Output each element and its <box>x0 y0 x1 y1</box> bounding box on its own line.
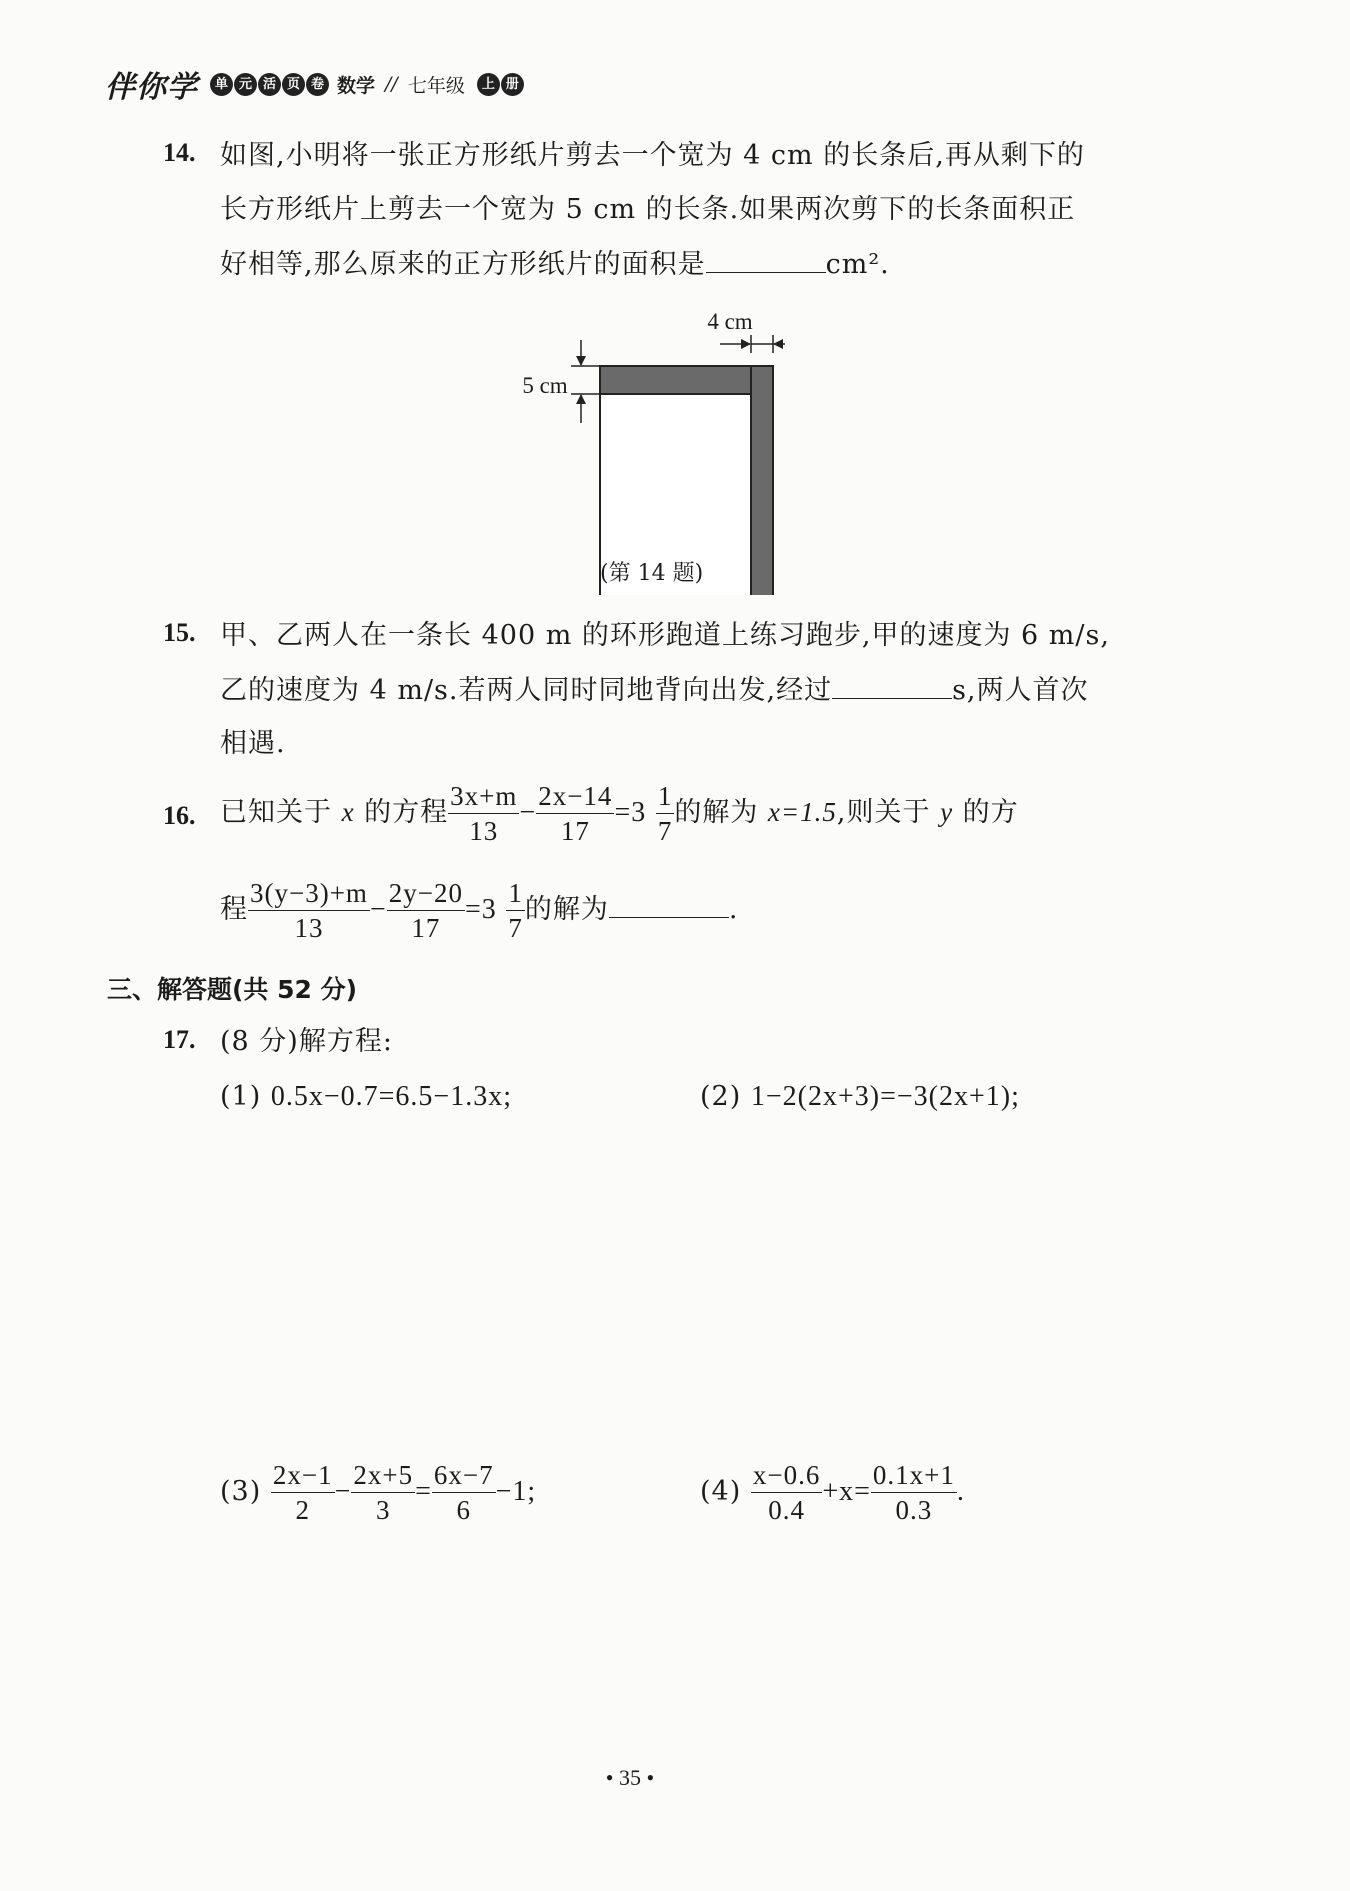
q16-text: ,则关于 <box>836 797 931 828</box>
label-5cm: 5 cm <box>522 373 568 398</box>
var-x: x <box>341 797 355 827</box>
var-y: y <box>940 797 954 827</box>
part-label: (1) <box>220 1081 262 1112</box>
fraction: $\frac{2x+5}{3}$ <box>353 1460 414 1525</box>
fraction: $\frac{2x-1}{2}$ <box>272 1460 333 1525</box>
fraction: $\frac{1}{7}$ <box>508 878 523 943</box>
q17-part2 <box>700 1077 1020 1117</box>
q17-part1 <box>220 1077 512 1117</box>
badge-char: 册 <box>501 73 524 96</box>
q16-text: 的解为 <box>524 894 609 925</box>
strip-5cm <box>600 366 751 394</box>
strip-4cm <box>751 366 773 595</box>
badge-char: 活 <box>258 73 281 96</box>
answer-blank <box>609 889 729 918</box>
page-header <box>105 64 524 104</box>
q16-text: 程 <box>220 894 248 925</box>
q16-text: 已知关于 <box>220 797 332 828</box>
badge-char: 上 <box>477 73 500 96</box>
part-label: (3) <box>220 1476 262 1507</box>
fraction: $\frac{2x-14}{17}$ <box>538 781 613 846</box>
q15-line2-text: 乙的速度为 4 m/s.若两人同时同地背向出发,经过 <box>220 675 833 706</box>
q17-part4: (4) $\frac{x-0.6}{0.4}$ +x= $\frac{0.1x+1}{0.3}$ . <box>700 1460 965 1525</box>
question-number: 17. <box>163 1025 196 1054</box>
fraction: $\frac{3(y-3)+m}{13}$ <box>250 878 368 943</box>
answer-blank <box>832 670 952 699</box>
brand-logo: 伴你学 <box>105 70 198 105</box>
fraction: $\frac{x-0.6}{0.4}$ <box>752 1460 821 1525</box>
q14-line3 <box>220 244 890 285</box>
part-label: (4) <box>700 1476 742 1507</box>
badge-char: 元 <box>234 73 257 96</box>
q16-line2: 程 $\frac{3(y-3)+m}{13}$ − $\frac{2y-20}{17}$ =3 $\frac{1}{7}$ 的解为 . <box>220 878 739 943</box>
fraction: $\frac{0.1x+1}{0.3}$ <box>872 1460 955 1525</box>
fraction: $\frac{2y-20}{17}$ <box>388 878 463 943</box>
q17-intro: (8 分)解方程: <box>220 1026 393 1057</box>
q15-line1: 甲、乙两人在一条长 400 m 的环形跑道上练习跑步,甲的速度为 6 m/s, <box>220 620 1110 651</box>
fraction: $\frac{6x-7}{6}$ <box>433 1460 494 1525</box>
q17-part3: (3) $\frac{2x-1}{2}$ − $\frac{2x+5}{3}$ = $\frac{6x-7}{6}$ −1; <box>220 1460 537 1525</box>
badge-char: 卷 <box>306 73 329 96</box>
badge-char: 单 <box>210 73 233 96</box>
fraction: $\frac{3x+m}{13}$ <box>450 781 518 846</box>
q16-text: 的方 <box>962 797 1019 828</box>
question-number: 16. <box>163 801 196 830</box>
label-4cm: 4 cm <box>707 309 753 334</box>
question-number: 14. <box>163 138 196 167</box>
volume-badges <box>477 73 524 96</box>
q15-line2 <box>220 670 1089 711</box>
fraction: $\frac{1}{7}$ <box>657 781 673 846</box>
figure-14 <box>505 305 825 595</box>
q14-unit: cm². <box>825 249 890 280</box>
q16-line1: 已知关于 x 的方程 $\frac{3x+m}{13}$ − $\frac{2x-14}{17}$ =3 $\frac{1}{7}$ 的解为 x=1.5,则关于 y 的方 <box>220 781 1019 846</box>
header-divider: // <box>385 73 398 95</box>
q16-text: 的解为 <box>674 797 759 828</box>
equation: 0.5x−0.7=6.5−1.3x; <box>270 1081 512 1112</box>
q16-text: 的方程 <box>364 797 449 828</box>
equation: 1−2(2x+3)=−3(2x+1); <box>750 1081 1020 1112</box>
part-label: (2) <box>700 1081 742 1112</box>
q14-line1: 如图,小明将一张正方形纸片剪去一个宽为 4 cm 的长条后,再从剩下的 <box>220 140 1085 171</box>
question-number: 15. <box>163 618 196 647</box>
figure-caption: (第 14 题) <box>600 561 704 586</box>
q14-line3-text: 好相等,那么原来的正方形纸片的面积是 <box>220 249 706 280</box>
section-title: 三、解答题(共 52 分) <box>107 975 358 1004</box>
badge-char: 页 <box>282 73 305 96</box>
q14-line2: 长方形纸片上剪去一个宽为 5 cm 的长条.如果两次剪下的长条面积正 <box>220 194 1076 225</box>
q15-line3: 相遇. <box>220 728 286 759</box>
page-number: • 35 • <box>605 1765 655 1790</box>
subject-label: 数学 <box>337 74 376 97</box>
grade-label: 七年级 <box>407 74 465 97</box>
answer-blank <box>706 244 826 273</box>
series-badges <box>210 73 329 96</box>
q15-line2-end: s,两人首次 <box>952 675 1089 706</box>
q16-solution: x=1.5 <box>767 797 837 827</box>
